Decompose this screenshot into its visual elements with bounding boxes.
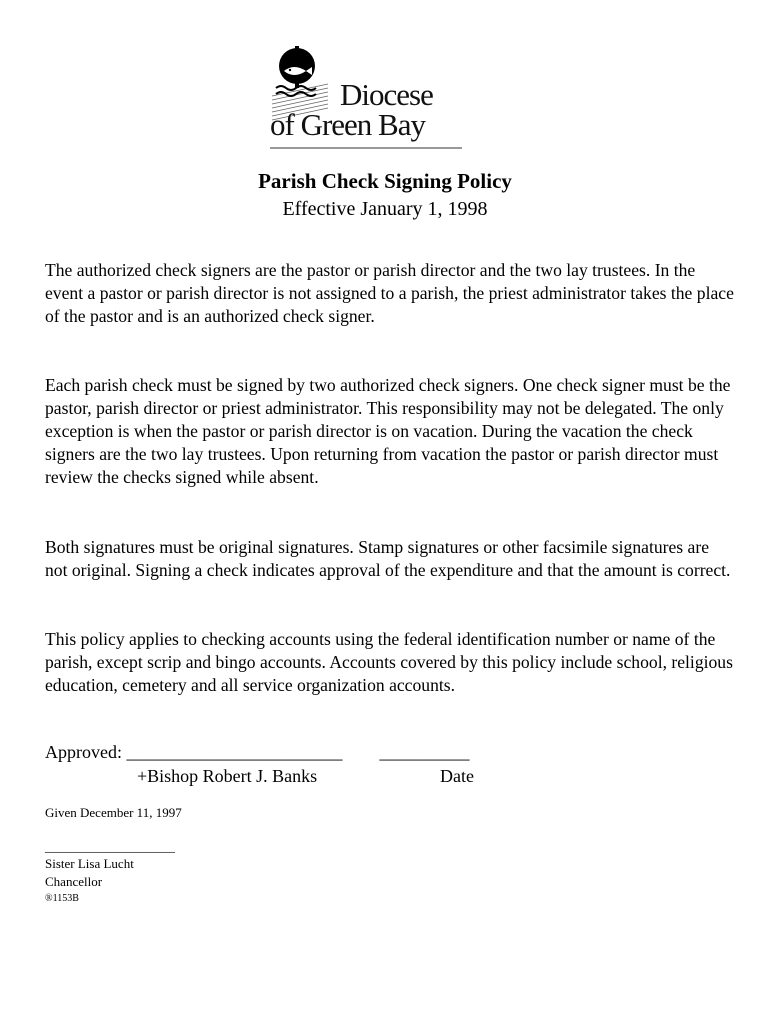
document-title: Parish Check Signing Policy <box>258 169 512 193</box>
chancellor-title: Chancellor <box>45 874 103 889</box>
paragraph-original-signatures <box>45 536 735 582</box>
logo-wordmark <box>270 77 433 142</box>
chancellor-name: Sister Lisa Lucht <box>45 856 134 871</box>
paragraph-scope <box>45 628 735 697</box>
bishop-signature-line: ________________________ <box>126 742 343 762</box>
paragraph-two-signatures <box>45 374 735 489</box>
paragraph-signers <box>45 259 735 328</box>
logo-line-1: Diocese <box>340 77 433 112</box>
chancellor-signature-line: ____________________ <box>45 839 175 854</box>
paragraph-text: The authorized check signers are the pastor or parish director and the two lay trustees. In the event a pastor or parish director is not assigned to a parish, the priest administrator takes the place of the pastor and is an authorized check signer. <box>45 260 734 326</box>
form-code: ®1153B <box>45 893 79 904</box>
approval-line <box>45 742 469 763</box>
logo-line-2: of Green Bay <box>270 107 425 142</box>
date-signature-line: __________ <box>379 742 470 762</box>
bishop-name: +Bishop Robert J. Banks <box>137 766 318 786</box>
date-label: Date <box>440 766 474 786</box>
paragraph-text: Both signatures must be original signatures. Stamp signatures or other facsimile signatures are not original. Signing a check indicates approval of the expenditure and that the amount is correct. <box>45 537 731 580</box>
diocese-logo <box>262 44 472 154</box>
effective-date: Effective January 1, 1998 <box>282 198 488 220</box>
paragraph-text: This policy applies to checking accounts using the federal identification number or name of the parish, except scrip and bingo accounts. Accounts covered by this policy include school, religious education, cemetery and all service organization accounts. <box>45 629 733 695</box>
paragraph-text: Each parish check must be signed by two authorized check signers. One check signer must be the pastor, parish director or priest administrator. This responsibility may not be delegated. The only exception is when the pastor or parish director is on vacation. During the vacation the check signers are the two lay trustees. Upon returning from vacation the pastor or parish director must review the checks signed while absent. <box>45 375 731 487</box>
approved-label: Approved: <box>45 742 122 762</box>
given-date: Given December 11, 1997 <box>45 805 182 820</box>
